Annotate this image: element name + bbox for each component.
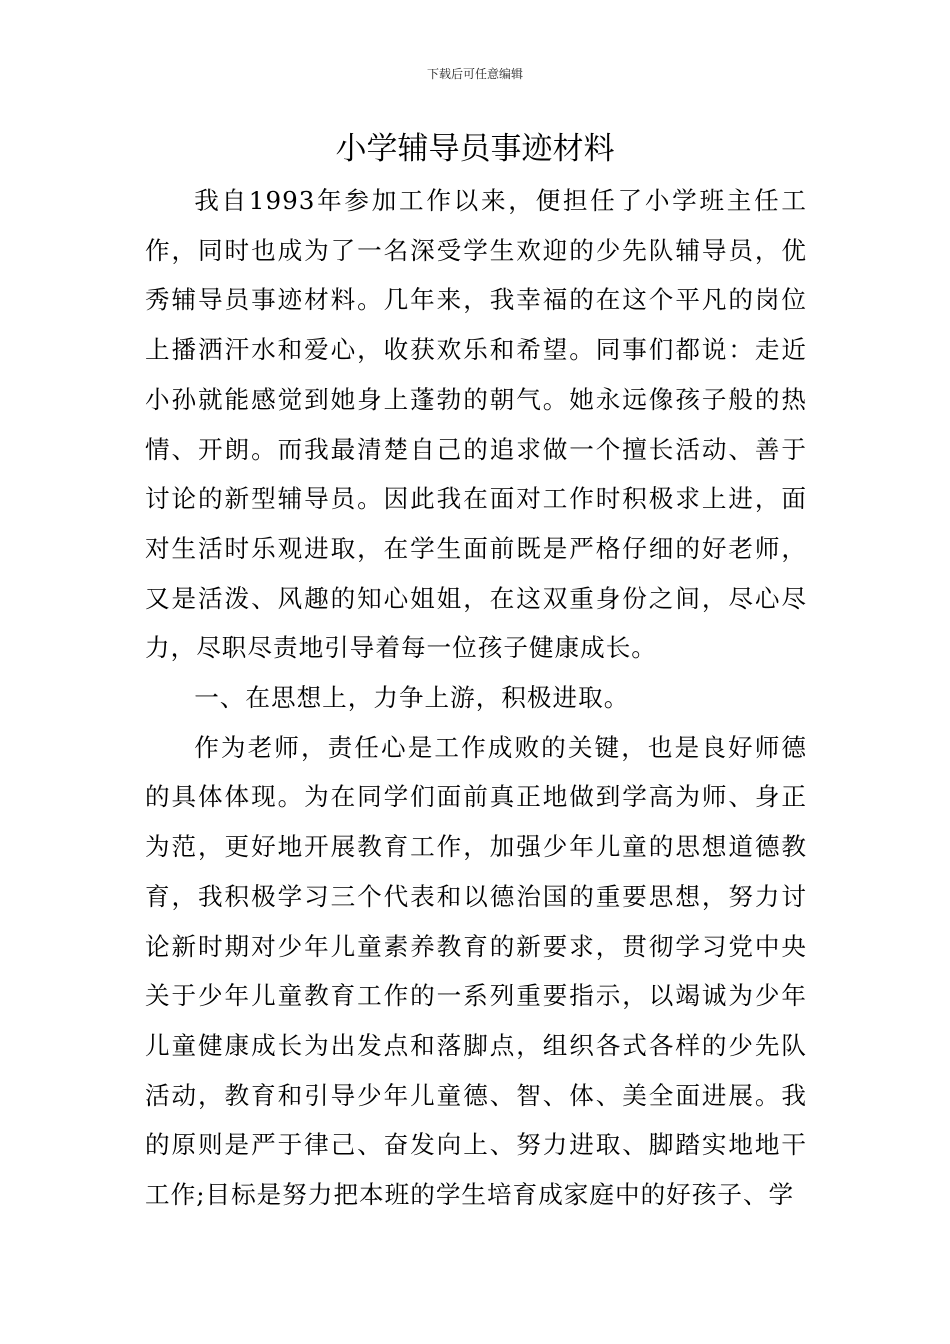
document-body — [145, 176, 807, 1220]
header-note: 下载后可任意编辑 — [426, 67, 523, 81]
paragraph-intro: 我自1993年参加工作以来，便担任了小学班主任工作，同时也成为了一名深受学生欢迎的少先队辅导员，优秀辅导员事迹材料。几年来，我幸福的在这个平凡的岗位上播洒汗水和爱心，收获欢乐和希望。同事们都说：走近小孙就能感觉到她身上蓬勃的朝气。她永远像孩子般的热情、开朗。而我最清楚自己的追求做一个擅长活动、善于讨论的新型辅导员。因此我在面对工作时积极求上进，面对生活时乐观进取，在学生面前既是严格仔细的好老师，又是活泼、风趣的知心姐姐，在这双重身份之间，尽心尽力，尽职尽责地引导着每一位孩子健康成长。 — [145, 186, 807, 663]
paragraph-responsibility: 作为老师，责任心是工作成败的关键，也是良好师德的具体体现。为在同学们面前真正地做到学高为师、身正为范，更好地开展教育工作，加强少年儿童的思想道德教育，我积极学习三个代表和以德治国的重要思想，努力讨论新时期对少年儿童素养教育的新要求，贯彻学习党中央关于少年儿童教育工作的一系列重要指示，以竭诚为少年儿童健康成长为出发点和落脚点，组织各式各样的少先队活动，教育和引导少年儿童德、智、体、美全面进展。我的原则是严于律己、奋发向上、努力进取、脚踏实地地干工作;目标是努力把本班的学生培育成家庭中的好孩子、学 — [145, 732, 807, 1210]
document-title: 小学辅导员事迹材料 — [335, 131, 615, 167]
paragraph-section-heading: 一、在思想上，力争上游，积极进取。 — [194, 683, 630, 713]
